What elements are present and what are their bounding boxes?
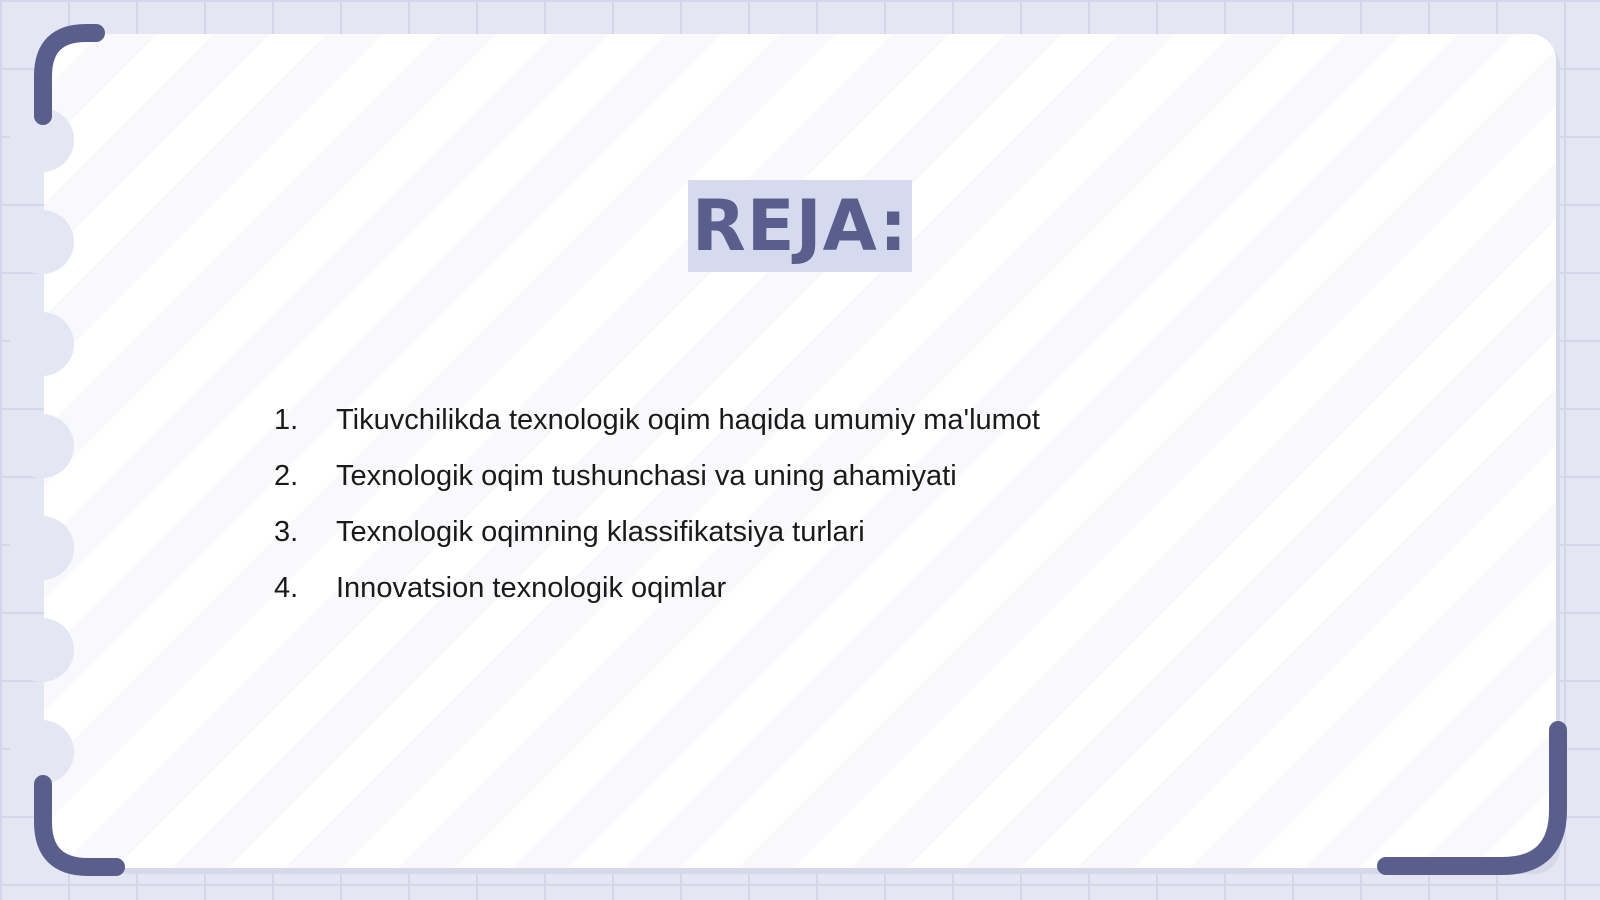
list-item-text: Texnologik oqim tushunchasi va uning ahamiyati: [336, 460, 957, 492]
edge-notch: [10, 516, 74, 580]
list-item-number: 2.: [274, 460, 299, 492]
list-item-text: Texnologik oqimning klassifikatsiya turlari: [336, 516, 865, 548]
list-item-text: Tikuvchilikda texnologik oqim haqida umumiy ma'lumot: [336, 404, 1040, 436]
edge-notch: [10, 312, 74, 376]
list-item-number: 3.: [274, 516, 299, 548]
plan-list: [274, 392, 1054, 616]
list-item: [274, 560, 1054, 616]
corner-bracket-top-left: [30, 20, 110, 130]
list-item: [274, 504, 1054, 560]
list-item-text: Innovatsion texnologik oqimlar: [336, 572, 727, 604]
list-item-number: 1.: [274, 404, 299, 436]
list-item: [274, 448, 1054, 504]
edge-notch: [10, 414, 74, 478]
slide-title: REJA:: [688, 180, 912, 272]
corner-bracket-bottom-right: [1372, 716, 1572, 888]
list-item-number: 4.: [274, 572, 299, 604]
list-item: [274, 392, 1054, 448]
title-wrapper: [0, 180, 1600, 272]
edge-notch: [10, 618, 74, 682]
corner-bracket-bottom-left: [30, 772, 130, 880]
